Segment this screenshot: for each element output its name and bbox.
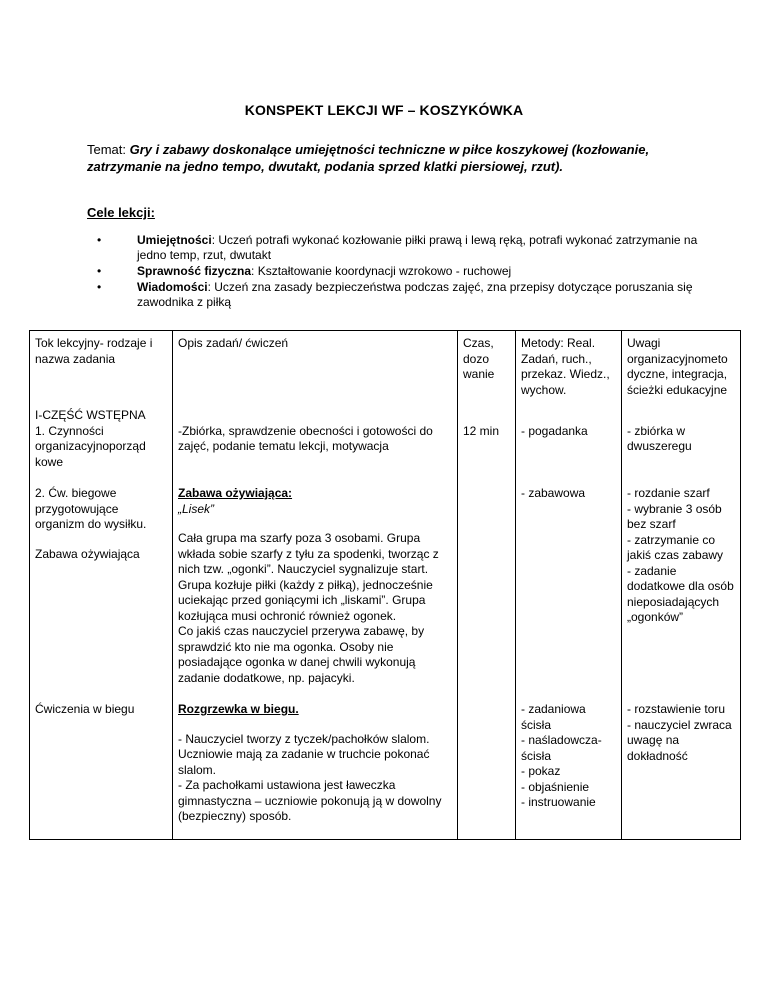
note-line: - nauczyciel zwraca uwagę na dokładność <box>627 717 732 763</box>
exercise-title: Rozgrzewka w biegu. <box>178 702 299 716</box>
table-row <box>30 691 741 840</box>
exercise-paragraph: Co jakiś czas nauczyciel przerywa zabawę, by sprawdzić kto nie ma ogonka. Osoby nie posiadające ogonka w danej chwili wykonują zadanie dodatkowe, np. pajacyki. <box>178 624 425 685</box>
topic-text: Gry i zabawy doskonalące umiejętności techniczne w piłce koszykowej (kozłowanie, zatrzymanie na jedno tempo, dwutakt, podania sprzed klatki piersiowej, rzut). <box>87 142 650 174</box>
table-row <box>30 475 741 691</box>
note-line: - wybranie 3 osób bez szarf <box>627 501 722 531</box>
table-cell <box>30 475 173 691</box>
table-cell <box>173 403 458 475</box>
goal-item <box>137 280 707 310</box>
table-cell <box>622 691 741 840</box>
task-time: 12 min <box>463 423 500 438</box>
method-line: - zadaniowa ścisła <box>521 702 586 732</box>
note-line: - zatrzymanie co jakiś czas zabawy <box>627 532 724 562</box>
table-cell <box>622 475 741 691</box>
goals-heading: Cele lekcji: <box>87 205 155 220</box>
lesson-table <box>29 330 741 840</box>
table-cell <box>30 691 173 840</box>
note-line: - rozdanie szarf <box>627 486 710 500</box>
method-line: - naśladowcza- ścisła <box>521 733 602 763</box>
header-cell: Uwagi organizacyjnometo dyczne, integracja, ścieżki edukacyjne <box>622 331 741 404</box>
table-cell <box>458 475 516 691</box>
goals-list <box>96 233 707 311</box>
exercise-paragraph: - Za pachołkami ustawiona jest ławeczka gimnastyczna – uczniowie pokonują ją w dowolny (bezpieczny) sposób. <box>178 778 442 823</box>
goal-item <box>137 233 707 263</box>
goal-term: Sprawność fizyczna <box>137 264 252 278</box>
table-cell <box>458 691 516 840</box>
task-notes: - zbiórka w dwuszeregu <box>627 423 692 453</box>
header-cell: Opis zadań/ ćwiczeń <box>173 331 458 404</box>
exercise-subtitle: „Lisek” <box>178 501 215 516</box>
table-cell <box>30 403 173 475</box>
exercise-title: Zabawa ożywiająca: <box>178 486 293 500</box>
task-name: 1. Czynności organizacyjnoporząd kowe <box>35 423 146 469</box>
header-cell: Metody: Real. Zadań, ruch., przekaz. Wiedz., wychow. <box>516 331 622 404</box>
table-cell <box>516 691 622 840</box>
table-cell <box>173 475 458 691</box>
method-line: - pokaz <box>521 764 561 778</box>
task-name: 2. Ćw. biegowe przygotowujące organizm do wysiłku. <box>35 486 147 531</box>
table-cell <box>173 691 458 840</box>
goal-term: Umiejętności <box>137 233 212 247</box>
task-method: - zabawowa <box>521 486 586 500</box>
table-cell <box>458 403 516 475</box>
lesson-topic <box>87 141 687 175</box>
table-cell <box>622 403 741 475</box>
goal-text: : Kształtowanie koordynacji wzrokowo - ruchowej <box>251 264 512 278</box>
goal-text: : Uczeń potrafi wykonać kozłowanie piłki prawą i lewą ręką, potrafi wykonać zatrzymanie na jedno temp, rzut, dwutakt <box>137 233 698 262</box>
goal-item <box>137 264 707 279</box>
table-cell <box>516 475 622 691</box>
table-cell <box>516 403 622 475</box>
exercise-paragraph: - Nauczyciel tworzy z tyczek/pachołków slalom. Uczniowie mają za zadanie w truchcie pokonać slalom. <box>178 731 430 777</box>
document-title: KONSPEKT LEKCJI WF – KOSZYKÓWKA <box>244 102 524 118</box>
method-line: - objaśnienie <box>521 779 590 794</box>
goal-term: Wiadomości <box>137 280 208 294</box>
table-header-row <box>30 331 741 404</box>
topic-label: Temat: <box>87 142 130 157</box>
note-line: - zadanie dodatkowe dla osób nieposiadających „ogonków” <box>627 563 734 624</box>
task-description: -Zbiórka, sprawdzenie obecności i gotowości do zajęć, podanie tematu lekcji, motywacja <box>178 423 433 453</box>
task-subname: Zabawa ożywiająca <box>35 546 140 561</box>
header-cell: Czas, dozo wanie <box>458 331 516 404</box>
note-line: - rozstawienie toru <box>627 702 726 716</box>
section-label: I-CZĘŚĆ WSTĘPNA <box>35 408 146 422</box>
header-cell: Tok lekcyjny- rodzaje i nazwa zadania <box>30 331 173 404</box>
task-name: Ćwiczenia w biegu <box>35 702 135 716</box>
table-row <box>30 403 741 475</box>
goal-text: : Uczeń zna zasady bezpieczeństwa podczas zajęć, zna przepisy dotyczące poruszania się zawodnika z piłką <box>137 280 693 309</box>
exercise-paragraph: Cała grupa ma szarfy poza 3 osobami. Grupa wkłada sobie szarfy z tyłu za spodenki, tworząc z nich tzw. „ogonki”. Nauczyciel sygnalizuje start. <box>178 531 439 576</box>
task-method: - pogadanka <box>521 423 588 438</box>
method-line: - instruowanie <box>521 795 596 809</box>
exercise-paragraph: Grupa kozłuje piłki (każdy z piłką), jednocześnie uciekając przed goniącymi ich „liskami”. Grupa kozłująca musi ochronić również ogonek. <box>178 577 433 623</box>
